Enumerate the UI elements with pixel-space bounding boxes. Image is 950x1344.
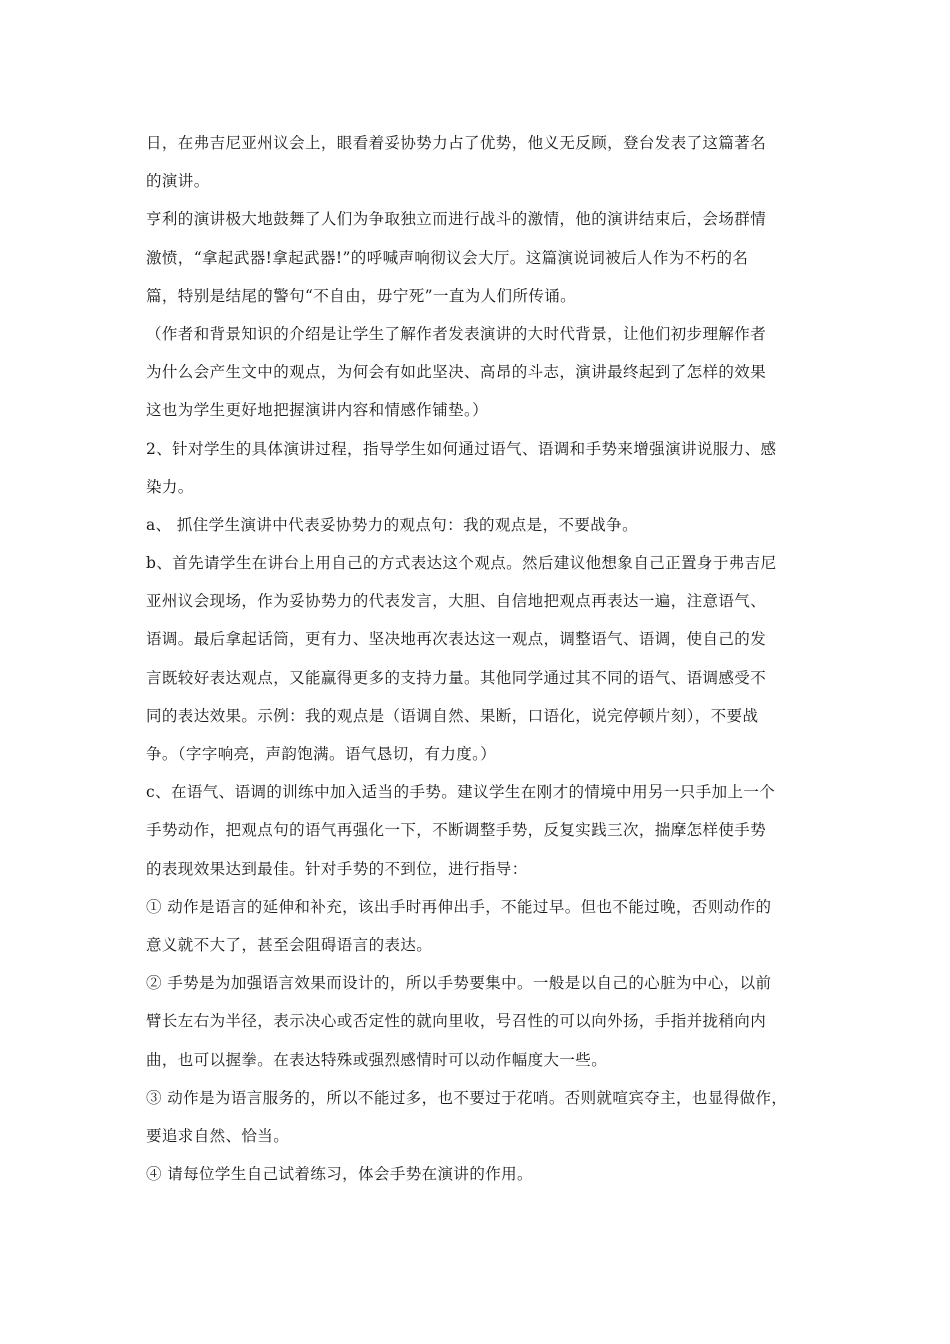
text-line: 手势动作，把观点句的语气再强化一下，不断调整手势，反复实践三次，揣摩怎样使手势 — [146, 821, 767, 840]
text-line: 日，在弗吉尼亚州议会上，眼看着妥协势力占了优势，他义无反顾，登台发表了这篇著名 — [146, 134, 767, 152]
text-line: 言既较好表达观点，又能赢得更多的支持力量。其他同学通过其不同的语气、语调感受不 — [146, 668, 767, 687]
text-line: ① 动作是语言的延伸和补充，该出手时再伸出手，不能过早。但也不能过晚，否则动作的 — [146, 897, 772, 916]
text-line: b、首先请学生在讲台上用自己的方式表达这个观点。然后建议他想象自己正置身于弗吉尼 — [146, 554, 777, 573]
text-line: 同的表达效果。示例：我的观点是（语调自然、果断，口语化，说完停顿片刻），不要战 — [146, 706, 759, 725]
text-line: 语调。最后拿起话筒，更有力、坚决地再次表达这一观点，调整语气、语调，使自己的发 — [146, 630, 767, 649]
text-line: 为什么会产生文中的观点，为何会有如此坚决、高昂的斗志，演讲最终起到了怎样的效果 — [146, 363, 767, 382]
text-line: 染力。 — [146, 477, 194, 496]
text-line: 亨利的演讲极大地鼓舞了人们为争取独立而进行战斗的激情，他的演讲结束后，会场群情 — [146, 210, 767, 229]
text-line: 的表现效果达到最佳。针对手势的不到位，进行指导： — [146, 859, 528, 878]
text-line: 意义就不大了，甚至会阻碍语言的表达。 — [146, 935, 433, 954]
text-line: 要追求自然、恰当。 — [146, 1126, 290, 1145]
text-line: 这也为学生更好地把握演讲内容和情感作铺垫。） — [146, 401, 489, 420]
text-line: 曲，也可以握拳。在表达特殊或强烈感情时可以动作幅度大一些。 — [146, 1050, 608, 1069]
document-body — [146, 124, 810, 1193]
text-line: a、 抓住学生演讲中代表妥协势力的观点句：我的观点是，不要战争。 — [146, 515, 638, 534]
text-line: 激愤，“拿起武器!拿起武器!”的呼喊声响彻议会大厅。这篇演说词被后人作为不朽的名 — [146, 248, 749, 267]
text-line: （作者和背景知识的介绍是让学生了解作者发表演讲的大时代背景，让他们初步理解作者 — [146, 324, 767, 343]
text-line: c、在语气、语调的训练中加入适当的手势。建议学生在刚才的情境中用另一只手加上一个 — [146, 783, 776, 802]
text-line: 争。（字字响亮，声韵饱满。语气恳切，有力度。） — [146, 745, 497, 763]
text-line: 篇，特别是结尾的警句“不自由，毋宁死”一直为人们所传诵。 — [146, 286, 577, 305]
text-line: 2、针对学生的具体演讲过程，指导学生如何通过语气、语调和手势来增强演讲说服力、感 — [146, 439, 777, 458]
text-line: ③ 动作是为语言服务的，所以不能过多，也不要过于花哨。否则就喧宾夺主，也显得做作， — [146, 1088, 788, 1107]
text-line: 亚州议会现场，作为妥协势力的代表发言，大胆、自信地把观点再表达一遍，注意语气、 — [146, 592, 767, 611]
text-line: 臂长左右为半径，表示决心或否定性的就向里收，号召性的可以向外扬，手指并拢稍向内 — [146, 1012, 767, 1031]
text-line: ② 手势是为加强语言效果而设计的，所以手势要集中。一般是以自己的心脏为中心，以前 — [146, 974, 772, 993]
text-line: ④ 请每位学生自己试着练习，体会手势在演讲的作用。 — [146, 1165, 533, 1184]
text-line: 的演讲。 — [146, 172, 210, 191]
